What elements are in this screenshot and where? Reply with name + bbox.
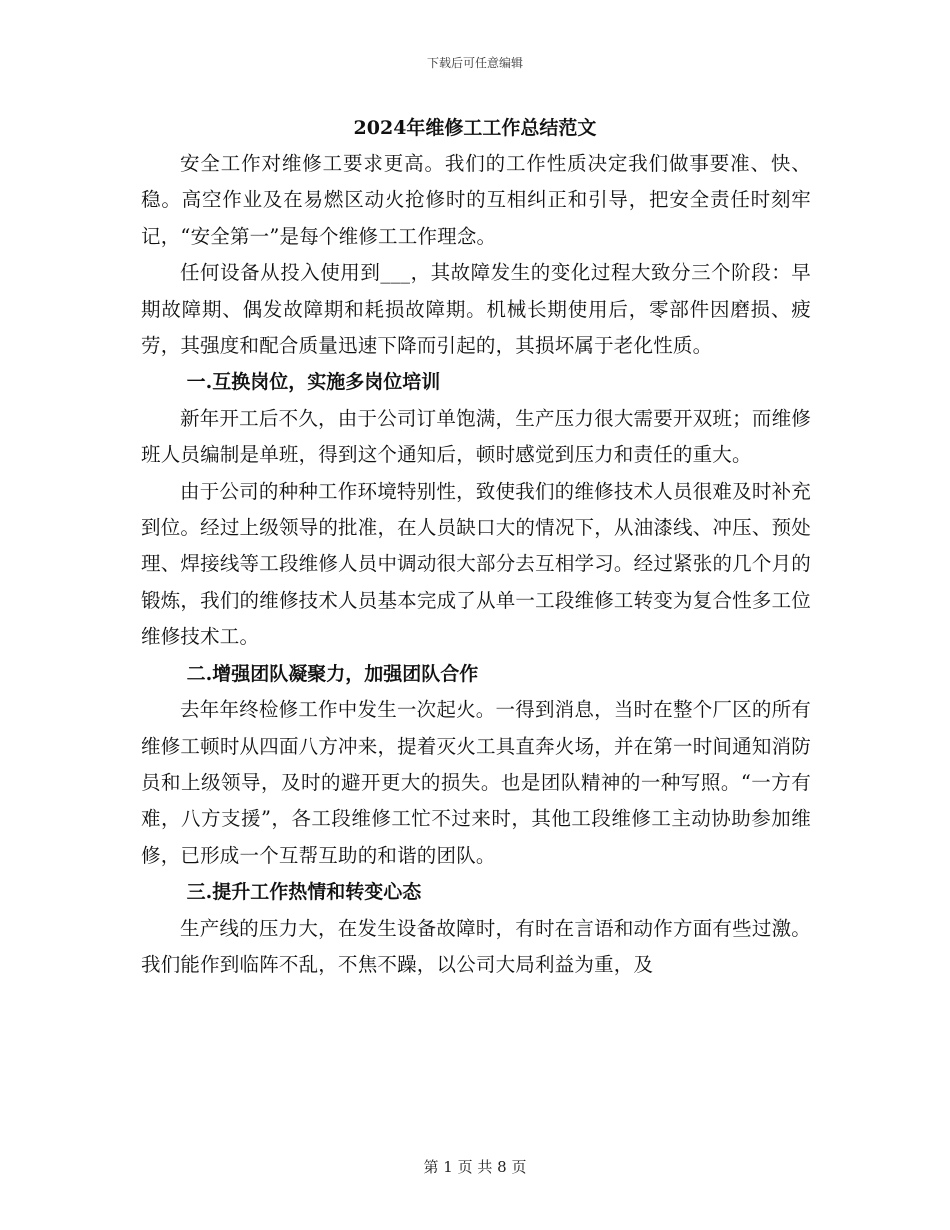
- section-heading-3: 三.提升工作热情和转变心态: [186, 881, 422, 904]
- section-heading-2: 二.增强团队凝聚力，加强团队合作: [186, 662, 479, 685]
- document-title: 2024年维修工工作总结范文: [353, 117, 597, 139]
- page-number: 第 1 页 共 8 页: [423, 1158, 527, 1176]
- paragraph-attitude: 生产线的压力大，在发生设备故障时，有时在言语和动作方面有些过激。我们能作到临阵不乱，不焦不躁，以公司大局利益为重，及: [141, 916, 811, 976]
- paragraph-failure-stages: 任何设备从投入使用到___，其故障发生的变化过程大致分三个阶段：早期故障期、偶发故障期和耗损故障期。机械长期使用后，零部件因磨损、疲劳，其强度和配合质量迅速下降而引起的，其损坏属于老化性质。: [141, 261, 811, 358]
- paragraph-training: 由于公司的种种工作环境特别性，致使我们的维修技术人员很难及时补充到位。经过上级领导的批准，在人员缺口大的情况下，从油漆线、冲压、预处理、焊接线等工段维修人员中调动很大部分去互相学习。经过紧张的几个月的锻炼，我们的维修技术人员基本完成了从单一工段维修工转变为复合性多工位维修技术工。: [141, 479, 811, 649]
- paragraph-safety: 安全工作对维修工要求更高。我们的工作性质决定我们做事要准、快、稳。高空作业及在易燃区动火抢修时的互相纠正和引导，把安全责任时刻牢记，“安全第一”是每个维修工工作理念。: [141, 152, 811, 248]
- paragraph-double-shift: 新年开工后不久，由于公司订单饱满，生产压力很大需要开双班；而维修班人员编制是单班，得到这个通知后，顿时感觉到压力和责任的重大。: [141, 406, 811, 467]
- paragraph-teamwork: 去年年终检修工作中发生一次起火。一得到消息，当时在整个厂区的所有维修工顿时从四面八方冲来，提着灭火工具直奔火场，并在第一时间通知消防员和上级领导，及时的避开更大的损失。也是团队精神的一种写照。“一方有难，八方支援”，各工段维修工忙不过来时，其他工段维修工主动协助参加维修，已形成一个互帮互助的和谐的团队。: [141, 698, 811, 867]
- section-heading-1: 一.互换岗位，实施多岗位培训: [186, 371, 441, 394]
- page-header-note: 下载后可任意编辑: [426, 56, 523, 70]
- document-body: [141, 146, 811, 983]
